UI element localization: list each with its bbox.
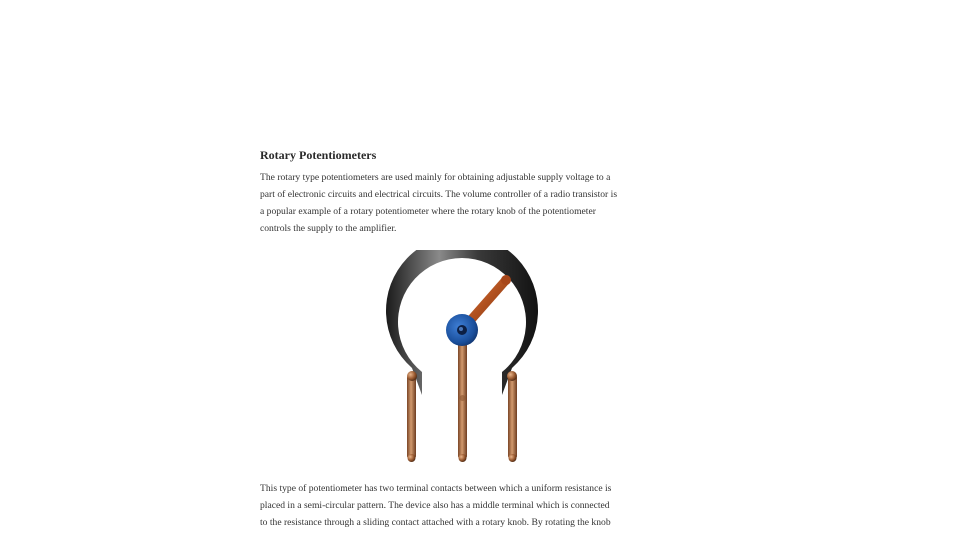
section-heading: Rotary Potentiometers bbox=[260, 148, 377, 162]
paragraph-line: part of electronic circuits and electrical circuits. The volume controller of a radio transistor is bbox=[260, 189, 618, 200]
intro-paragraph bbox=[260, 169, 660, 237]
paragraph-line: a popular example of a rotary potentiometer where the rotary knob of the potentiometer bbox=[260, 206, 596, 217]
middle-pin-end bbox=[459, 454, 467, 462]
left-terminal-pin bbox=[407, 376, 416, 458]
left-track-rivet bbox=[407, 371, 417, 381]
right-pin-end bbox=[509, 454, 517, 462]
potentiometer-figure bbox=[380, 250, 550, 465]
right-terminal-pin bbox=[508, 376, 517, 458]
paragraph-line: The rotary type potentiometers are used mainly for obtaining adjustable supply voltage to a bbox=[260, 172, 611, 183]
right-track-rivet bbox=[507, 371, 517, 381]
left-pin-end bbox=[408, 454, 416, 462]
middle-pin-joint bbox=[460, 395, 466, 401]
paragraph-line: to the resistance through a sliding contact attached with a rotary knob. By rotating the knob bbox=[260, 517, 611, 528]
description-paragraph bbox=[260, 480, 660, 531]
paragraph-line: This type of potentiometer has two terminal contacts between which a uniform resistance is bbox=[260, 483, 612, 494]
potentiometer-illustration bbox=[380, 250, 550, 465]
knob-highlight bbox=[459, 327, 463, 331]
paragraph-line: placed in a semi-circular pattern. The device also has a middle terminal which is connected bbox=[260, 500, 610, 511]
wiper-contact bbox=[501, 275, 511, 285]
paragraph-line: controls the supply to the amplifier. bbox=[260, 223, 397, 234]
